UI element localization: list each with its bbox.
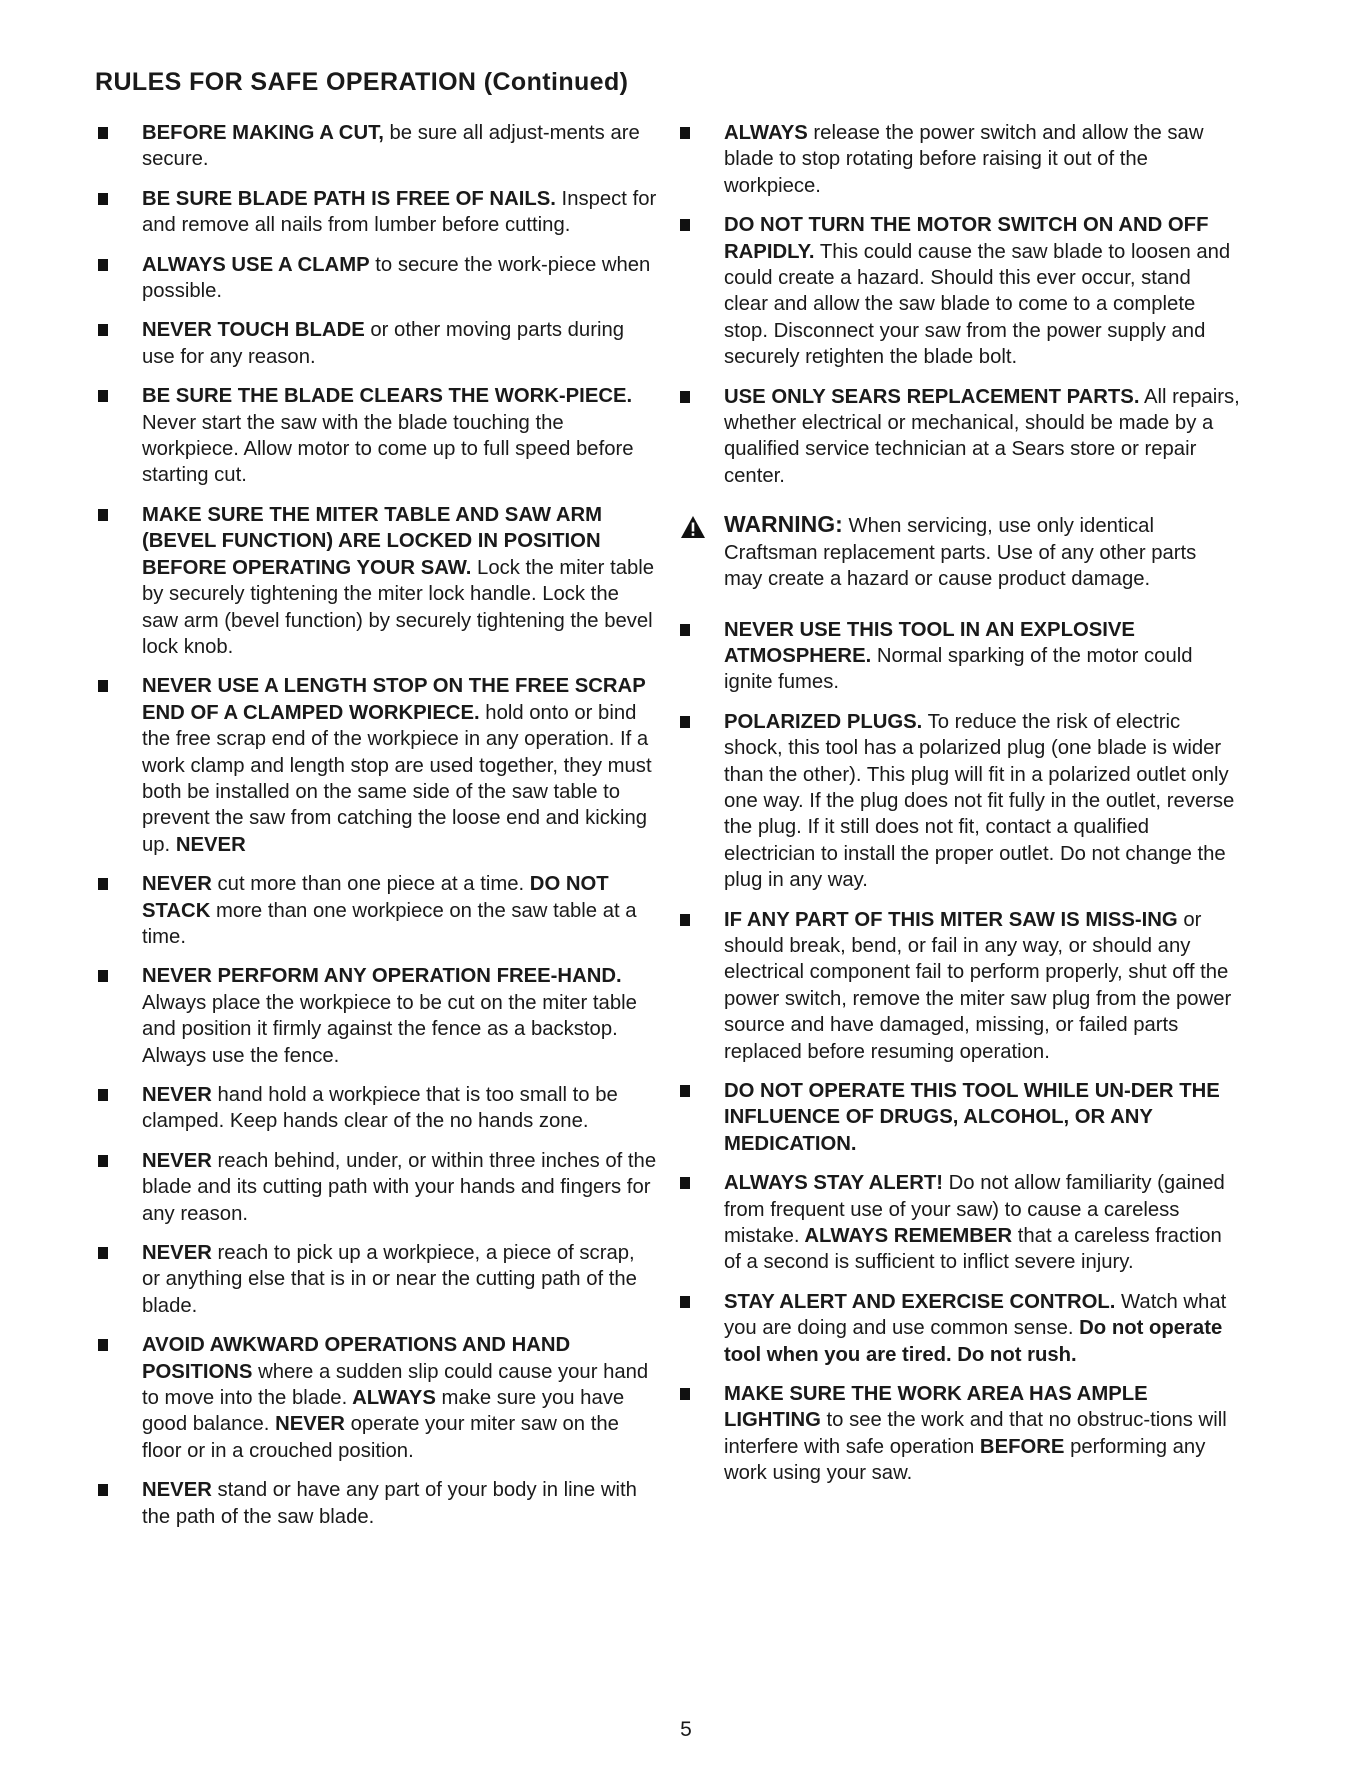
square-bullet-icon [680, 624, 690, 636]
rule-item [98, 502, 658, 660]
rule-item [98, 120, 658, 173]
rule-emphasis: NEVER TOUCH BLADE [142, 319, 365, 342]
rule-emphasis: ALWAYS [724, 122, 808, 144]
rule-emphasis: DO NOT STACK [142, 873, 609, 922]
rule-item [98, 1148, 658, 1227]
rule-emphasis: DO NOT TURN THE MOTOR SWITCH ON AND OFF RAPIDLY. [724, 214, 1209, 263]
rule-text: or should break, bend, or fail in any way, or should any electrical component fail to perform properly, shut off the power switch, remove the miter saw plug from the power source and have damaged, missing, or failed parts replaced before resuming operation. [724, 908, 1232, 1063]
rule-item [680, 1381, 1240, 1487]
square-bullet-icon [98, 1339, 108, 1351]
rule-text: that a careless fraction of a second is sufficient to inflict severe injury. [724, 1225, 1222, 1274]
rule-text: To reduce the risk of electric shock, this tool has a polarized plug (one blade is wider than the other). This plug will fit in a polarized outlet only one way. If the plug does not fit fully in the outlet, reverse the plug. If it still does not fit, contact a qualified electrician to install the proper outlet. Do not change the plug in any way. [724, 710, 1235, 892]
rule-text: performing any work using your saw. [724, 1435, 1206, 1485]
rule-text: make sure you have good balance. [142, 1387, 625, 1436]
rule-text: more than one workpiece on the saw table at a time. [142, 899, 637, 948]
rule-item [680, 617, 1240, 696]
rule-text: Always place the workpiece to be cut on the miter table and position it firmly against the fence as a backstop. Always use the fence. [142, 991, 637, 1067]
rule-text: reach behind, under, or within three inches of the blade and its cutting path with your hands and fingers for any reason. [142, 1149, 657, 1225]
rule-emphasis: ALWAYS REMEMBER [799, 1225, 1013, 1248]
rule-emphasis: BEFORE [974, 1435, 1065, 1458]
warning-block [680, 511, 1240, 592]
rule-emphasis: ALWAYS USE A CLAMP [142, 253, 370, 276]
rule-emphasis: STAY ALERT AND EXERCISE CONTROL. [724, 1290, 1116, 1313]
square-bullet-icon [98, 390, 108, 402]
rule-text: Lock the miter table by securely tightening the miter lock handle. Lock the saw arm (bevel function) by securely tightening the bevel lock knob. [142, 556, 655, 658]
rule-item [98, 252, 658, 305]
rule-item [680, 1289, 1240, 1368]
rule-item [98, 1082, 658, 1135]
rule-text: Normal sparking of the motor could ignite fumes. [724, 644, 1193, 694]
warning-label: WARNING: [724, 511, 843, 538]
rule-emphasis: BEFORE MAKING A CUT, [142, 122, 384, 144]
rule-item [680, 212, 1240, 370]
square-bullet-icon [98, 970, 108, 982]
rule-emphasis: NEVER [142, 1242, 212, 1265]
rule-emphasis: IF ANY PART OF THIS MITER SAW IS MISS-ING [724, 908, 1178, 931]
rule-text: or other moving parts during use for any reason. [142, 319, 625, 368]
square-bullet-icon [680, 716, 690, 728]
rule-text: to see the work and that no obstruc-tions will interfere with safe operation [724, 1409, 1227, 1458]
rule-item [680, 1078, 1240, 1157]
rule-emphasis: MAKE SURE THE WORK AREA HAS AMPLE LIGHTING [724, 1383, 1148, 1432]
right-column [680, 120, 1240, 1500]
rule-item [98, 383, 658, 489]
rule-emphasis: BE SURE BLADE PATH IS FREE OF NAILS. [142, 187, 556, 210]
rule-text: Do not allow familiarity (gained from frequent use of your saw) to cause a careless mistake. [724, 1172, 1225, 1248]
rule-text: reach to pick up a workpiece, a piece of scrap, or anything else that is in or near the cutting path of the blade. [142, 1242, 637, 1317]
square-bullet-icon [98, 1247, 108, 1259]
left-column [98, 120, 658, 1543]
right-column-top-rules [680, 120, 1240, 489]
square-bullet-icon [98, 1089, 108, 1101]
rule-item [98, 963, 658, 1069]
rule-emphasis: NEVER USE THIS TOOL IN AN EXPLOSIVE ATMOSPHERE. [724, 618, 1135, 667]
rule-item [98, 317, 658, 370]
rule-text: hand hold a workpiece that is too small to be clamped. Keep hands clear of the no hands zone. [142, 1084, 618, 1133]
rule-item [98, 871, 658, 950]
rule-text: to secure the work-piece when possible. [142, 253, 651, 303]
rule-text: Never start the saw with the blade touching the workpiece. Allow motor to come up to full speed before starting cut. [142, 411, 634, 487]
warning-triangle-icon [680, 515, 706, 539]
rule-text: where a sudden slip could cause your hand to move into the blade. [142, 1360, 649, 1410]
rule-emphasis: ALWAYS [347, 1387, 436, 1410]
rule-text: stand or have any part of your body in line with the path of the saw blade. [142, 1479, 637, 1528]
rule-text: cut more than one piece at a time. [211, 873, 525, 896]
warning-text: When servicing, use only identical Craftsman replacement parts. Use of any other parts may create a hazard or cause product damage. [724, 515, 1197, 591]
rule-item [680, 709, 1240, 894]
right-column-bottom-rules [680, 617, 1240, 1487]
square-bullet-icon [98, 193, 108, 205]
rule-text: Inspect for and remove all nails from lumber before cutting. [142, 187, 657, 237]
rule-emphasis: NEVER [142, 1479, 212, 1502]
rule-text: hold onto or bind the free scrap end of the workpiece in any operation. If a work clamp and length stop are used together, they must both be installed on the same side of the saw table to prevent the saw from catching the loose end and kicking up. [142, 701, 652, 856]
rule-item [98, 673, 658, 858]
square-bullet-icon [98, 324, 108, 336]
rule-item [680, 120, 1240, 199]
rule-emphasis: DO NOT OPERATE THIS TOOL WHILE UN-DER THE INFLUENCE OF DRUGS, ALCOHOL, OR ANY MEDICATION. [724, 1080, 1220, 1155]
square-bullet-icon [680, 1388, 690, 1400]
rule-item [98, 1240, 658, 1319]
rule-text: operate your miter saw on the floor or in a crouched position. [142, 1413, 619, 1462]
rule-emphasis: MAKE SURE THE MITER TABLE AND SAW ARM (BEVEL FUNCTION) ARE LOCKED IN POSITION BEFORE OPERATING YOUR SAW. [142, 503, 603, 579]
square-bullet-icon [98, 1155, 108, 1167]
rule-emphasis: NEVER [142, 1149, 212, 1172]
square-bullet-icon [98, 259, 108, 271]
square-bullet-icon [680, 1085, 690, 1097]
rule-emphasis: NEVER [142, 873, 212, 896]
rule-text: be sure all adjust-ments are secure. [142, 122, 640, 171]
rule-emphasis: USE ONLY SEARS REPLACEMENT PARTS. [724, 385, 1140, 408]
rule-item [680, 1170, 1240, 1276]
rule-emphasis: NEVER USE A LENGTH STOP ON THE FREE SCRAP END OF A CLAMPED WORKPIECE. [142, 675, 646, 724]
rule-item [98, 1332, 658, 1464]
rule-emphasis: AVOID AWKWARD OPERATIONS AND HAND POSITIONS [142, 1334, 571, 1383]
square-bullet-icon [680, 1296, 690, 1308]
square-bullet-icon [680, 391, 690, 403]
rule-emphasis: BE SURE THE BLADE CLEARS THE WORK-PIECE. [142, 385, 633, 408]
rule-text: release the power switch and allow the saw blade to stop rotating before raising it out of the workpiece. [724, 122, 1204, 197]
rule-text: Watch what you are doing and use common sense. [724, 1290, 1227, 1340]
square-bullet-icon [680, 127, 690, 139]
rule-text: All repairs, whether electrical or mechanical, should be made by a qualified service technician at a Sears store or repair center. [724, 385, 1240, 487]
rule-item [98, 186, 658, 239]
rule-item [680, 384, 1240, 490]
rule-emphasis: NEVER [142, 1084, 212, 1106]
square-bullet-icon [98, 878, 108, 890]
square-bullet-icon [98, 127, 108, 139]
rule-item [98, 1477, 658, 1530]
square-bullet-icon [680, 219, 690, 231]
rule-item [680, 907, 1240, 1065]
rule-emphasis: ALWAYS STAY ALERT! [724, 1172, 944, 1195]
rule-emphasis: NEVER [170, 833, 246, 856]
square-bullet-icon [680, 1177, 690, 1189]
page-heading: RULES FOR SAFE OPERATION (Continued) [95, 68, 629, 96]
square-bullet-icon [98, 509, 108, 521]
square-bullet-icon [98, 1484, 108, 1496]
rule-emphasis: POLARIZED PLUGS. [724, 710, 923, 733]
square-bullet-icon [680, 914, 690, 926]
page-number: 5 [680, 1718, 692, 1741]
rule-emphasis: Do not operate tool when you are tired. Do not rush. [724, 1317, 1223, 1366]
rule-text: This could cause the saw blade to loosen and could create a hazard. Should this ever occur, stand clear and allow the saw blade to come to a complete stop. Disconnect your saw from the power supply and securely retighten the blade bolt. [724, 240, 1231, 369]
square-bullet-icon [98, 680, 108, 692]
rule-emphasis: NEVER PERFORM ANY OPERATION FREE-HAND. [142, 965, 622, 988]
rule-emphasis: NEVER [269, 1413, 345, 1436]
